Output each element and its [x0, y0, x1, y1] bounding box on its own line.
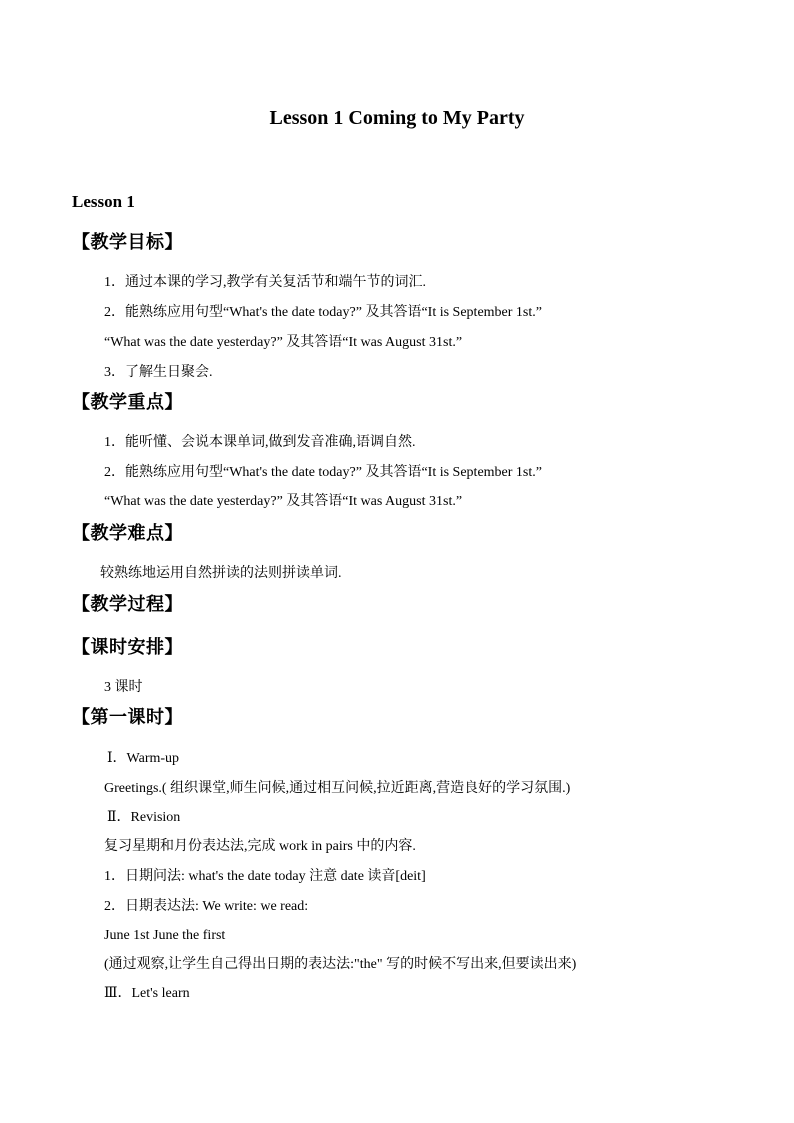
first-period-item: Ⅱ．Revision	[107, 810, 181, 825]
lesson-heading: Lesson 1	[72, 192, 135, 211]
schedule-item: 3 课时	[104, 680, 143, 695]
objective-item: 3．了解生日聚会.	[104, 365, 213, 380]
first-period-item: 复习星期和月份表达法,完成 work in pairs 中的内容.	[104, 839, 416, 854]
first-period-item: 2．日期表达法: We write: we read:	[104, 899, 309, 914]
key-point-item: “What was the date yesterday?” 及其答语“It was August 31st.”	[104, 494, 463, 509]
first-period-item: Greetings.( 组织课堂,师生问候,通过相互问候,拉近距离,营造良好的学习氛围.)	[104, 781, 571, 796]
first-period-item: Ⅲ．Let's learn	[104, 986, 190, 1001]
first-period-item: (通过观察,让学生自己得出日期的表达法:"the" 写的时候不写出来,但要读出来)	[104, 957, 577, 972]
objective-item: “What was the date yesterday?” 及其答语“It was August 31st.”	[104, 335, 463, 350]
difficulty-item: 较熟练地运用自然拼读的法则拼读单词.	[100, 566, 342, 581]
first-period-item: 1．日期问法: what's the date today 注意 date 读音[deit]	[104, 869, 426, 884]
document-title: Lesson 1 Coming to My Party	[269, 107, 525, 129]
section-heading-key-points: 【教学重点】	[72, 392, 183, 413]
first-period-item: Ⅰ．Warm-up	[107, 751, 180, 766]
objective-item: 2．能熟练应用句型“What's the date today?” 及其答语“It is September 1st.”	[104, 305, 542, 320]
section-heading-difficulties: 【教学难点】	[72, 523, 183, 544]
section-heading-first-period: 【第一课时】	[72, 707, 183, 728]
first-period-item: June 1st June the first	[104, 928, 226, 943]
objective-item: 1．通过本课的学习,教学有关复活节和端午节的词汇.	[104, 275, 426, 290]
section-heading-process: 【教学过程】	[72, 594, 183, 615]
section-heading-objectives: 【教学目标】	[72, 232, 183, 253]
key-point-item: 1．能听懂、会说本课单词,做到发音准确,语调自然.	[104, 435, 416, 450]
key-point-item: 2．能熟练应用句型“What's the date today?” 及其答语“It is September 1st.”	[104, 465, 542, 480]
section-heading-schedule: 【课时安排】	[72, 637, 183, 658]
